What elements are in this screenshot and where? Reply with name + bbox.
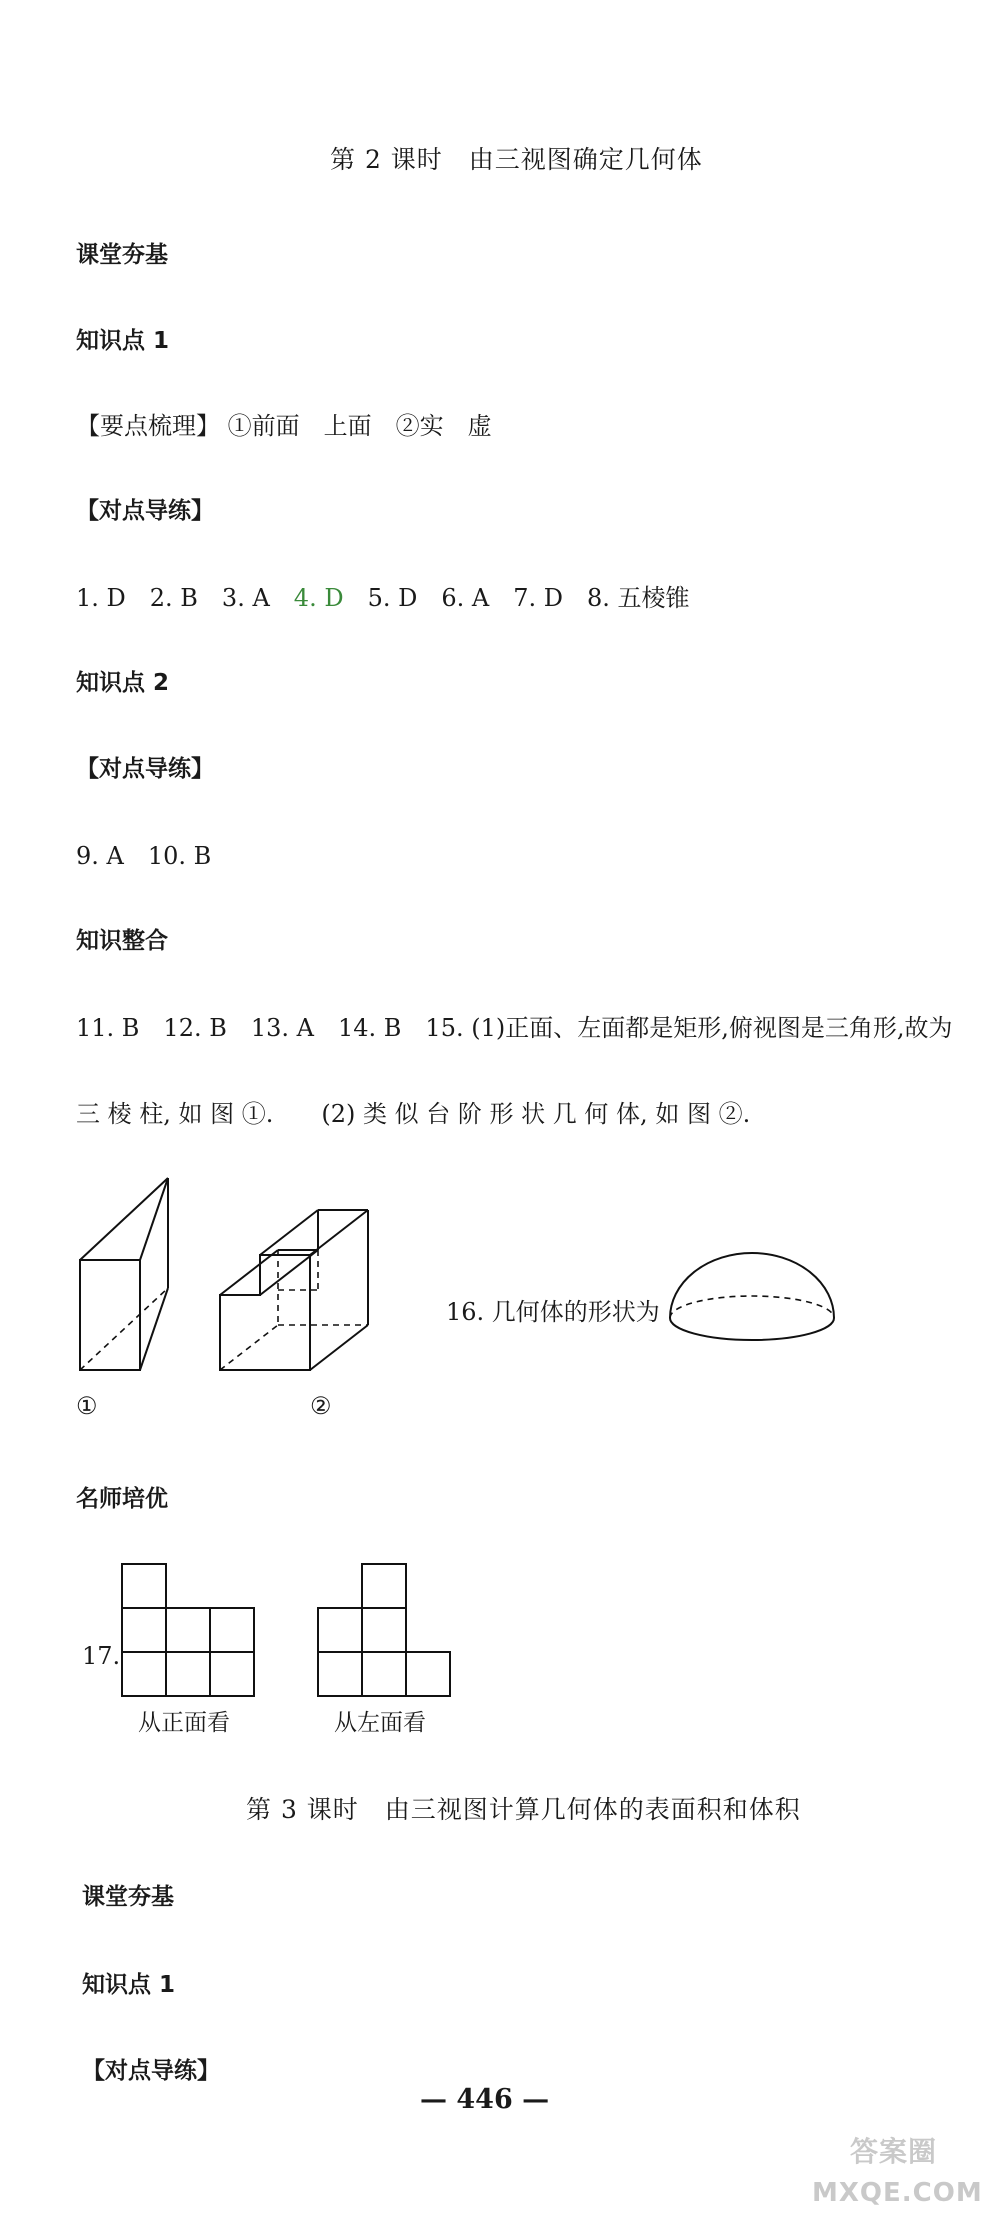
watermark-logo: 答案圈 (850, 2135, 938, 2168)
practice-heading-2: 【对点导练】 (76, 756, 214, 782)
left-view-cell (362, 1652, 406, 1696)
answer-4: 4. D (293, 584, 344, 612)
knowledge-point-2-heading: 知识点 2 (76, 670, 170, 696)
figure-1-label: ① (76, 1392, 98, 1420)
front-view-grid (120, 1562, 260, 1702)
master-heading: 名师培优 (76, 1486, 168, 1512)
front-view-cell (166, 1608, 210, 1652)
front-view-cell (166, 1652, 210, 1696)
lesson-3-classroom-heading: 课堂夯基 (82, 1884, 174, 1910)
left-view-grid (316, 1562, 456, 1702)
knowledge-point-1-heading: 知识点 1 (76, 328, 170, 354)
left-view-cell (318, 1608, 362, 1652)
practice-heading-1: 【对点导练】 (76, 498, 214, 524)
answers-9-10: 9. A 10. B (76, 842, 212, 870)
figure-2-label: ② (310, 1392, 332, 1420)
left-view-cell (406, 1652, 450, 1696)
lesson-2-title: 第 2 课时 由三视图确定几何体 (330, 145, 703, 174)
question-16-text: 16. 几何体的形状为 (446, 1298, 660, 1326)
answers-1-8 (76, 578, 690, 613)
front-view-cell (122, 1564, 166, 1608)
answers-5-8: 5. D 6. A 7. D 8. 五棱锥 (343, 584, 690, 612)
left-view-cell (318, 1652, 362, 1696)
step-solid-figure (210, 1180, 430, 1390)
key-points-summary: 【要点梳理】 ①前面 上面 ②实 虚 (76, 412, 492, 440)
front-view-cell (210, 1652, 254, 1696)
lesson-3-title: 第 3 课时 由三视图计算几何体的表面积和体积 (246, 1795, 801, 1824)
front-view-label: 从正面看 (138, 1710, 230, 1736)
page-number: — 446 — (420, 2084, 550, 2115)
hemisphere-figure (660, 1248, 850, 1368)
answers-1-3: 1. D 2. B 3. A (76, 584, 294, 612)
lesson-3-knowledge-point-1-heading: 知识点 1 (82, 1972, 176, 1998)
integration-line-1: 11. B 12. B 13. A 14. B 15. (1)正面、左面都是矩形,俯视图是三角形,故为 (76, 1014, 953, 1042)
watermark-url: MXQE.COM (812, 2178, 983, 2208)
integration-line-2: 三 棱 柱, 如 图 ①. (2) 类 似 台 阶 形 状 几 何 体, 如 图 ②. (76, 1100, 751, 1128)
integration-heading: 知识整合 (76, 928, 168, 954)
front-view-cell (122, 1652, 166, 1696)
question-17-label: 17. (82, 1642, 121, 1670)
front-view-cell (122, 1608, 166, 1652)
left-view-cell (362, 1564, 406, 1608)
classroom-heading: 课堂夯基 (76, 242, 168, 268)
left-view-label: 从左面看 (334, 1710, 426, 1736)
lesson-3-practice-heading: 【对点导练】 (82, 2058, 220, 2084)
left-view-cell (362, 1608, 406, 1652)
front-view-cell (210, 1608, 254, 1652)
triangular-prism-figure (60, 1170, 190, 1390)
